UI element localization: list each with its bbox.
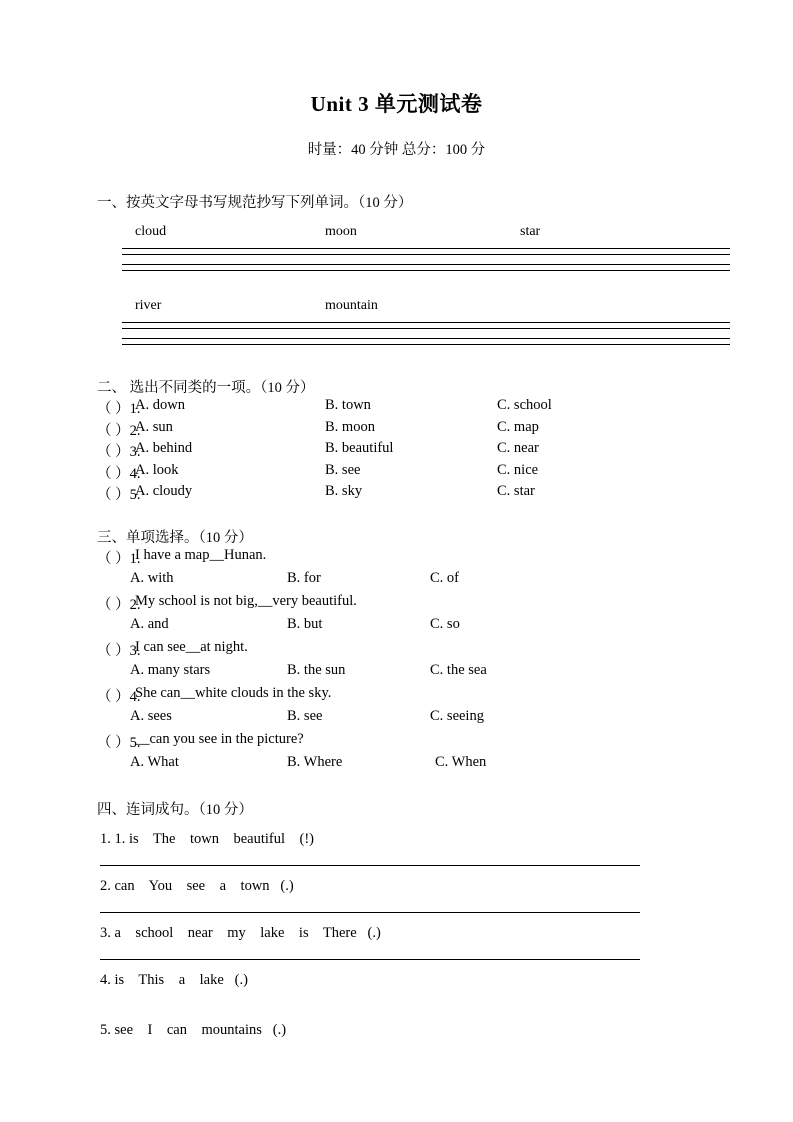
handwriting-lines-2 xyxy=(122,322,730,350)
option-c[interactable]: C. map xyxy=(497,418,539,435)
section4-heading: 四、连词成句。（10 分） xyxy=(97,801,253,818)
rule-line xyxy=(122,254,730,264)
option-b[interactable]: B. sky xyxy=(325,483,363,499)
word-star: star xyxy=(520,224,541,239)
rule-line xyxy=(122,328,730,338)
option-c[interactable]: C. the sea xyxy=(430,661,487,678)
question-text: I have a map__Hunan. xyxy=(135,546,267,563)
section4-item-2: 2. can You see a town (.) xyxy=(100,877,294,894)
section3-heading: 三、单项选择。（10 分） xyxy=(97,529,253,546)
word-cloud: cloud xyxy=(135,224,167,239)
option-a[interactable]: A. What xyxy=(130,753,179,770)
answer-blank[interactable]: （ ）3. xyxy=(97,642,141,659)
answer-line[interactable] xyxy=(100,912,640,913)
word-river: river xyxy=(135,298,162,313)
section3-question-4 xyxy=(97,685,793,708)
section-copy-words xyxy=(0,159,793,350)
answer-blank[interactable]: （ ）3. xyxy=(97,444,141,460)
section2-heading: 二、 选出不同类的一项。（10 分） xyxy=(97,380,315,396)
section3-options-1 xyxy=(97,570,793,593)
answer-blank[interactable]: （ ）5. xyxy=(97,734,141,751)
section3-options-5 xyxy=(97,754,793,777)
option-c[interactable]: C. star xyxy=(497,483,535,499)
rule-line xyxy=(122,270,730,276)
option-b[interactable]: B. the sun xyxy=(287,661,346,678)
section2-item-1 xyxy=(97,397,793,419)
section4-item-5: 5. see I can mountains (.) xyxy=(100,1021,287,1038)
section2-item-3 xyxy=(97,440,793,462)
answer-blank[interactable]: （ ）5. xyxy=(97,487,141,503)
section4-item-1: 1. 1. is The town beautiful (!) xyxy=(100,830,314,847)
answer-line[interactable] xyxy=(100,959,640,960)
option-a[interactable]: A. sees xyxy=(130,707,172,724)
section2-item-2 xyxy=(97,419,793,441)
section3-question-2 xyxy=(97,593,793,616)
answer-blank[interactable]: （ ）2. xyxy=(97,422,141,439)
option-a[interactable]: A. and xyxy=(130,615,169,632)
answer-line[interactable] xyxy=(100,865,640,866)
option-a[interactable]: A. sun xyxy=(135,418,173,435)
option-b[interactable]: B. but xyxy=(287,615,323,632)
option-b[interactable]: B. moon xyxy=(325,418,375,435)
section3-question-1 xyxy=(97,547,793,570)
page-subtitle: 时量：40 分钟 总分：100 分 xyxy=(307,142,486,158)
section1-heading: 一、按英文字母书写规范抄写下列单词。（10 分） xyxy=(97,195,413,211)
option-a[interactable]: A. behind xyxy=(135,440,193,456)
section-sentence-building xyxy=(0,798,793,1039)
answer-blank[interactable]: （ ）4. xyxy=(97,465,141,482)
section3-question-3 xyxy=(97,639,793,662)
answer-blank[interactable]: （ ）1. xyxy=(97,401,141,417)
option-c[interactable]: C. nice xyxy=(497,461,539,478)
handwriting-lines-1 xyxy=(122,248,730,276)
section3-options-3 xyxy=(97,662,793,685)
answer-blank[interactable]: （ ）4. xyxy=(97,688,141,705)
section2-item-5 xyxy=(97,483,793,505)
option-b[interactable]: B. beautiful xyxy=(325,440,394,456)
section-odd-one-out xyxy=(0,376,793,505)
option-c[interactable]: C. near xyxy=(497,440,539,456)
question-text: I can see__at night. xyxy=(135,638,248,655)
section4-item-3: 3. a school near my lake is There (.) xyxy=(100,924,381,941)
question-text: She can__white clouds in the sky. xyxy=(135,684,332,701)
option-c[interactable]: C. When xyxy=(435,753,487,770)
section1-words-row-1 xyxy=(135,224,793,244)
option-b[interactable]: B. Where xyxy=(287,753,343,770)
option-a[interactable]: A. look xyxy=(135,461,179,478)
page-title: Unit 3 单元测试卷 xyxy=(310,92,483,116)
question-text: __can you see in the picture? xyxy=(135,730,304,747)
question-text: My school is not big,__very beautiful. xyxy=(135,592,357,609)
option-c[interactable]: C. school xyxy=(497,397,552,413)
answer-blank[interactable]: （ ）1. xyxy=(97,550,141,567)
section4-item-4: 4. is This a lake (.) xyxy=(100,971,248,988)
option-b[interactable]: B. see xyxy=(325,461,361,478)
option-a[interactable]: A. many stars xyxy=(130,661,211,678)
section3-options-4 xyxy=(97,708,793,731)
word-moon: moon xyxy=(325,224,357,239)
option-b[interactable]: B. town xyxy=(325,397,371,413)
section1-words-row-2 xyxy=(135,298,793,318)
option-b[interactable]: B. for xyxy=(287,569,321,586)
option-c[interactable]: C. seeing xyxy=(430,707,484,724)
section-multiple-choice xyxy=(0,526,793,777)
rule-line xyxy=(122,344,730,350)
section3-question-5 xyxy=(97,731,793,754)
option-a[interactable]: A. cloudy xyxy=(135,483,193,499)
option-c[interactable]: C. of xyxy=(430,569,459,586)
section3-options-2 xyxy=(97,616,793,639)
word-mountain: mountain xyxy=(325,298,378,313)
option-c[interactable]: C. so xyxy=(430,615,460,632)
option-a[interactable]: A. down xyxy=(135,397,185,413)
option-b[interactable]: B. see xyxy=(287,707,323,724)
section2-item-4 xyxy=(97,462,793,484)
option-a[interactable]: A. with xyxy=(130,569,174,586)
answer-blank[interactable]: （ ）2. xyxy=(97,596,141,613)
